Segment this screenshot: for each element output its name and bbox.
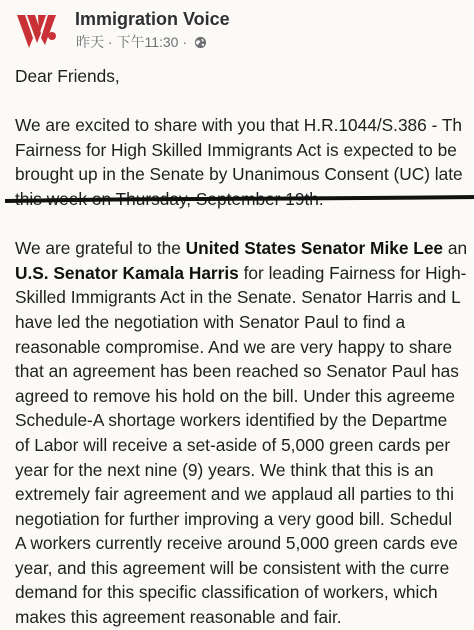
post-timestamp[interactable]: 昨天 · 下午11:30 · — [76, 33, 187, 50]
paragraph-2-line-2 — [15, 261, 474, 286]
paragraph-2-line-13: A workers currently receive around 5,000 green cards eve — [15, 533, 458, 554]
post-meta — [76, 33, 207, 51]
line-text: We are grateful to the — [15, 238, 186, 259]
greeting: Dear Friends, — [15, 66, 120, 86]
paragraph-2-line-15: demand for this specific classification of workers, which — [15, 582, 438, 603]
paragraph-2-line-8: Schedule-A shortage workers identified by the Departme — [15, 410, 448, 431]
post-header — [0, 0, 474, 58]
paragraph-2-line-5: reasonable compromise. And we are very happy to share — [15, 336, 453, 357]
paragraph-2-line-9: of Labor will receive a set-aside of 5,000 green cards per — [15, 434, 451, 455]
paragraph-2-line-1 — [15, 236, 474, 261]
page-name[interactable]: Immigration Voice — [75, 9, 230, 29]
paragraph-2-line-10: year for the next nine (9) years. We think that this is an — [15, 459, 434, 480]
mike-lee-mention: United States Senator Mike Lee — [185, 238, 444, 259]
paragraph-2-line-6: that an agreement has been reached so Senator Paul has — [15, 361, 459, 382]
paragraph-2-line-11: extremely fair agreement and we applaud all parties to thi — [15, 484, 454, 505]
globe-icon — [194, 36, 207, 49]
paragraph-gap — [15, 89, 474, 114]
logo-mark — [17, 15, 56, 48]
paragraph-2-line-14: year, and this agreement will be consistent with the curre — [15, 557, 450, 578]
paragraph-2-line-16: makes this agreement reasonable and fair. — [15, 607, 342, 628]
post-body — [15, 64, 474, 630]
kamala-harris-mention: U.S. Senator Kamala Harris — [15, 262, 239, 283]
hand-drawn-underline — [5, 193, 474, 209]
paragraph-gap — [15, 212, 474, 237]
paragraph-1-line-1: We are excited to share with you that H.R.1044/S.386 - Th — [15, 115, 462, 136]
immigration-voice-logo[interactable] — [15, 10, 59, 50]
paragraph-2-line-4: have led the negotiation with Senator Paul to find a — [15, 311, 406, 332]
paragraph-1-line-2: Fairness for High Skilled Immigrants Act is expected to be — [15, 139, 457, 160]
line-text: an — [443, 238, 468, 259]
line-text: for leading Fairness for High- — [238, 262, 467, 283]
paragraph-1-line-3: brought up in the Senate by Unanimous Consent (UC) late — [15, 164, 463, 185]
paragraph-2-line-3: Skilled Immigrants Act in the Senate. Senator Harris and L — [15, 287, 461, 308]
paragraph-1-line-4: this week on Thursday, September 19th. — [15, 188, 324, 209]
paragraph-2-line-7: agreed to remove his hold on the bill. Under this agreeme — [15, 385, 455, 406]
paragraph-2-line-12: negotiation for further improving a very good bill. Schedul — [15, 508, 453, 529]
